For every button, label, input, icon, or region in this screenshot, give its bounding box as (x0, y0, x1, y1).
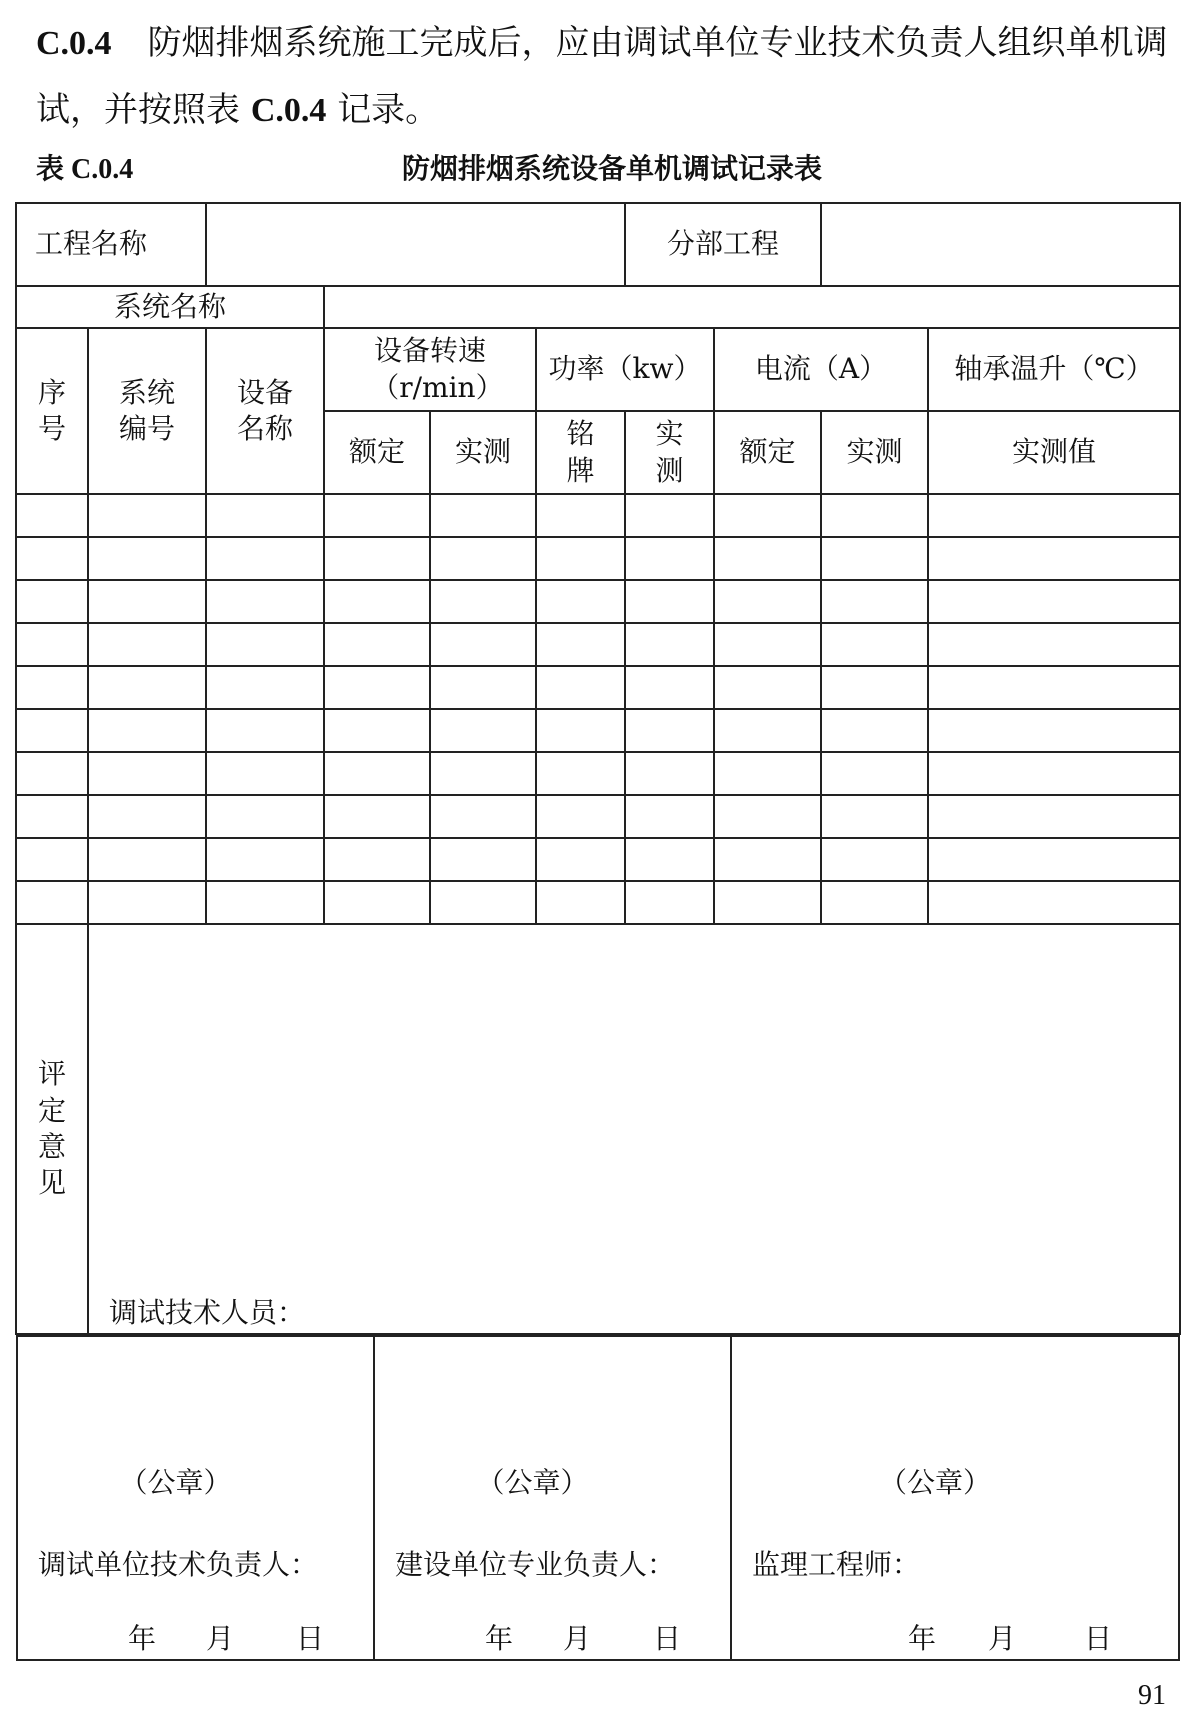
signature-row (16, 1334, 1180, 1661)
cell[interactable] (536, 881, 625, 924)
cell[interactable] (88, 795, 206, 838)
cell[interactable] (430, 666, 536, 709)
cell[interactable] (88, 752, 206, 795)
cell[interactable] (625, 709, 714, 752)
cell[interactable] (625, 795, 714, 838)
cell[interactable] (324, 838, 430, 881)
cell[interactable] (821, 623, 928, 666)
cell[interactable] (928, 623, 1180, 666)
date-month: 月 (206, 1622, 235, 1655)
system-name-field[interactable] (324, 286, 1180, 328)
date-day: 日 (653, 1622, 682, 1655)
cell[interactable] (206, 881, 324, 924)
cell[interactable] (536, 623, 625, 666)
cell[interactable] (821, 881, 928, 924)
data-row (16, 666, 1180, 709)
cell[interactable] (625, 623, 714, 666)
cell[interactable] (821, 494, 928, 537)
seal-label: （公章） (879, 1466, 992, 1499)
cell[interactable] (536, 795, 625, 838)
clause-number: C.0.4 (36, 25, 112, 62)
signature-block-owner[interactable] (374, 1336, 731, 1660)
cell[interactable] (88, 881, 206, 924)
page-number: 91 (1138, 1680, 1166, 1711)
data-row (16, 623, 1180, 666)
table-reference: C.0.4 (250, 92, 327, 129)
date-year: 年 (485, 1622, 514, 1655)
bearing-temp-value-header: 实测值 (928, 411, 1180, 494)
cell[interactable] (324, 795, 430, 838)
cell[interactable] (821, 709, 928, 752)
system-code-header: 系统编号 (88, 328, 206, 494)
table-title: 防烟排烟系统设备单机调试记录表 (402, 152, 823, 185)
cell[interactable] (821, 537, 928, 580)
intro-paragraph (36, 10, 1176, 144)
cell[interactable] (324, 494, 430, 537)
cell[interactable] (536, 709, 625, 752)
cell[interactable] (430, 580, 536, 623)
seal-label: （公章） (119, 1466, 232, 1499)
cell[interactable] (324, 881, 430, 924)
cell[interactable] (821, 795, 928, 838)
cell[interactable] (714, 881, 821, 924)
cell[interactable] (324, 752, 430, 795)
project-row (16, 203, 1180, 286)
cell[interactable] (536, 494, 625, 537)
cell[interactable] (625, 752, 714, 795)
cell[interactable] (16, 494, 88, 537)
cell[interactable] (928, 537, 1180, 580)
cell[interactable] (536, 537, 625, 580)
date-year: 年 (908, 1622, 937, 1655)
cell[interactable] (430, 795, 536, 838)
cell[interactable] (430, 537, 536, 580)
cell[interactable] (714, 623, 821, 666)
cell[interactable] (88, 537, 206, 580)
cell[interactable] (821, 580, 928, 623)
speed-rated-header: 额定 (324, 411, 430, 494)
cell[interactable] (625, 881, 714, 924)
data-row (16, 795, 1180, 838)
cell[interactable] (88, 666, 206, 709)
cell[interactable] (625, 838, 714, 881)
cell[interactable] (430, 752, 536, 795)
current-header: 电流（A） (714, 328, 928, 411)
cell[interactable] (324, 709, 430, 752)
cell[interactable] (430, 838, 536, 881)
data-row (16, 494, 1180, 537)
power-measured-header: 实测 (625, 411, 714, 494)
cell[interactable] (625, 494, 714, 537)
data-row (16, 752, 1180, 795)
cell[interactable] (88, 623, 206, 666)
cell[interactable] (324, 537, 430, 580)
table-caption (36, 147, 866, 191)
cell[interactable] (206, 795, 324, 838)
cell[interactable] (625, 666, 714, 709)
date-day: 日 (1084, 1622, 1113, 1655)
cell[interactable] (88, 580, 206, 623)
cell[interactable] (324, 580, 430, 623)
cell[interactable] (16, 838, 88, 881)
cell[interactable] (430, 623, 536, 666)
cell[interactable] (206, 709, 324, 752)
current-rated-header: 额定 (714, 411, 821, 494)
cell[interactable] (714, 752, 821, 795)
signature-table (16, 1335, 1180, 1661)
device-name-header: 设备名称 (206, 328, 324, 494)
cell[interactable] (206, 580, 324, 623)
cell[interactable] (16, 666, 88, 709)
system-name-label: 系统名称 (16, 286, 324, 328)
data-row (16, 580, 1180, 623)
cell[interactable] (928, 494, 1180, 537)
speed-measured-header: 实测 (430, 411, 536, 494)
signature-label: 监理工程师： (752, 1548, 921, 1581)
signature-block-testing[interactable] (17, 1336, 374, 1660)
cell[interactable] (821, 838, 928, 881)
cell[interactable] (714, 537, 821, 580)
data-row (16, 838, 1180, 881)
cell[interactable] (714, 580, 821, 623)
evaluation-body[interactable] (88, 924, 1180, 1334)
cell[interactable] (430, 494, 536, 537)
project-name-field[interactable] (206, 203, 625, 286)
signature-label: 建设单位专业负责人： (395, 1548, 676, 1581)
power-header: 功率（kw） (536, 328, 714, 411)
cell[interactable] (928, 838, 1180, 881)
cell[interactable] (536, 580, 625, 623)
cell[interactable] (625, 580, 714, 623)
evaluation-row (16, 924, 1180, 1334)
cell[interactable] (324, 623, 430, 666)
cell[interactable] (88, 838, 206, 881)
sub-project-field[interactable] (821, 203, 1180, 286)
data-row (16, 537, 1180, 580)
seq-header: 序号 (16, 328, 88, 494)
cell[interactable] (714, 838, 821, 881)
tech-staff-label: 调试技术人员： (109, 1295, 306, 1329)
cell[interactable] (206, 752, 324, 795)
date-year: 年 (128, 1622, 157, 1655)
sub-project-label: 分部工程 (625, 203, 821, 286)
signature-block-supervisor[interactable] (731, 1336, 1179, 1660)
cell[interactable] (16, 580, 88, 623)
cell[interactable] (206, 537, 324, 580)
cell[interactable] (16, 881, 88, 924)
cell[interactable] (928, 709, 1180, 752)
data-row (16, 709, 1180, 752)
cell[interactable] (536, 666, 625, 709)
intro-text: 防烟排烟系统施工完成后，应由调试单位专业技术负责人组织单机调试，并按照表 (36, 23, 1168, 130)
speed-header: 设备转速（r/min） (324, 328, 536, 411)
cell[interactable] (16, 623, 88, 666)
cell[interactable] (821, 752, 928, 795)
cell[interactable] (714, 666, 821, 709)
cell[interactable] (16, 537, 88, 580)
date-day: 日 (296, 1622, 325, 1655)
cell[interactable] (430, 709, 536, 752)
header-row-1 (16, 328, 1180, 411)
date-month: 月 (988, 1622, 1017, 1655)
cell[interactable] (625, 537, 714, 580)
record-table (15, 202, 1181, 1661)
cell[interactable] (16, 795, 88, 838)
cell[interactable] (928, 752, 1180, 795)
cell[interactable] (928, 881, 1180, 924)
cell[interactable] (206, 838, 324, 881)
cell[interactable] (821, 666, 928, 709)
cell[interactable] (16, 752, 88, 795)
cell[interactable] (324, 666, 430, 709)
cell[interactable] (206, 666, 324, 709)
cell[interactable] (714, 494, 821, 537)
system-row (16, 286, 1180, 328)
cell[interactable] (714, 709, 821, 752)
intro-text-end: 记录。 (337, 90, 440, 130)
signature-label: 调试单位技术负责人： (38, 1548, 319, 1581)
cell[interactable] (88, 494, 206, 537)
cell[interactable] (536, 838, 625, 881)
cell[interactable] (536, 752, 625, 795)
cell[interactable] (928, 795, 1180, 838)
cell[interactable] (16, 709, 88, 752)
cell[interactable] (88, 709, 206, 752)
cell[interactable] (206, 623, 324, 666)
evaluation-label: 评定意见 (16, 924, 88, 1334)
cell[interactable] (206, 494, 324, 537)
bearing-temp-header: 轴承温升（℃） (928, 328, 1180, 411)
cell[interactable] (928, 666, 1180, 709)
data-row (16, 881, 1180, 924)
cell[interactable] (928, 580, 1180, 623)
date-month: 月 (563, 1622, 592, 1655)
cell[interactable] (714, 795, 821, 838)
cell[interactable] (430, 881, 536, 924)
seal-label: （公章） (476, 1466, 589, 1499)
table-number: 表 C.0.4 (36, 154, 134, 185)
power-nameplate-header: 铭牌 (536, 411, 625, 494)
current-measured-header: 实测 (821, 411, 928, 494)
project-name-label: 工程名称 (16, 203, 206, 286)
